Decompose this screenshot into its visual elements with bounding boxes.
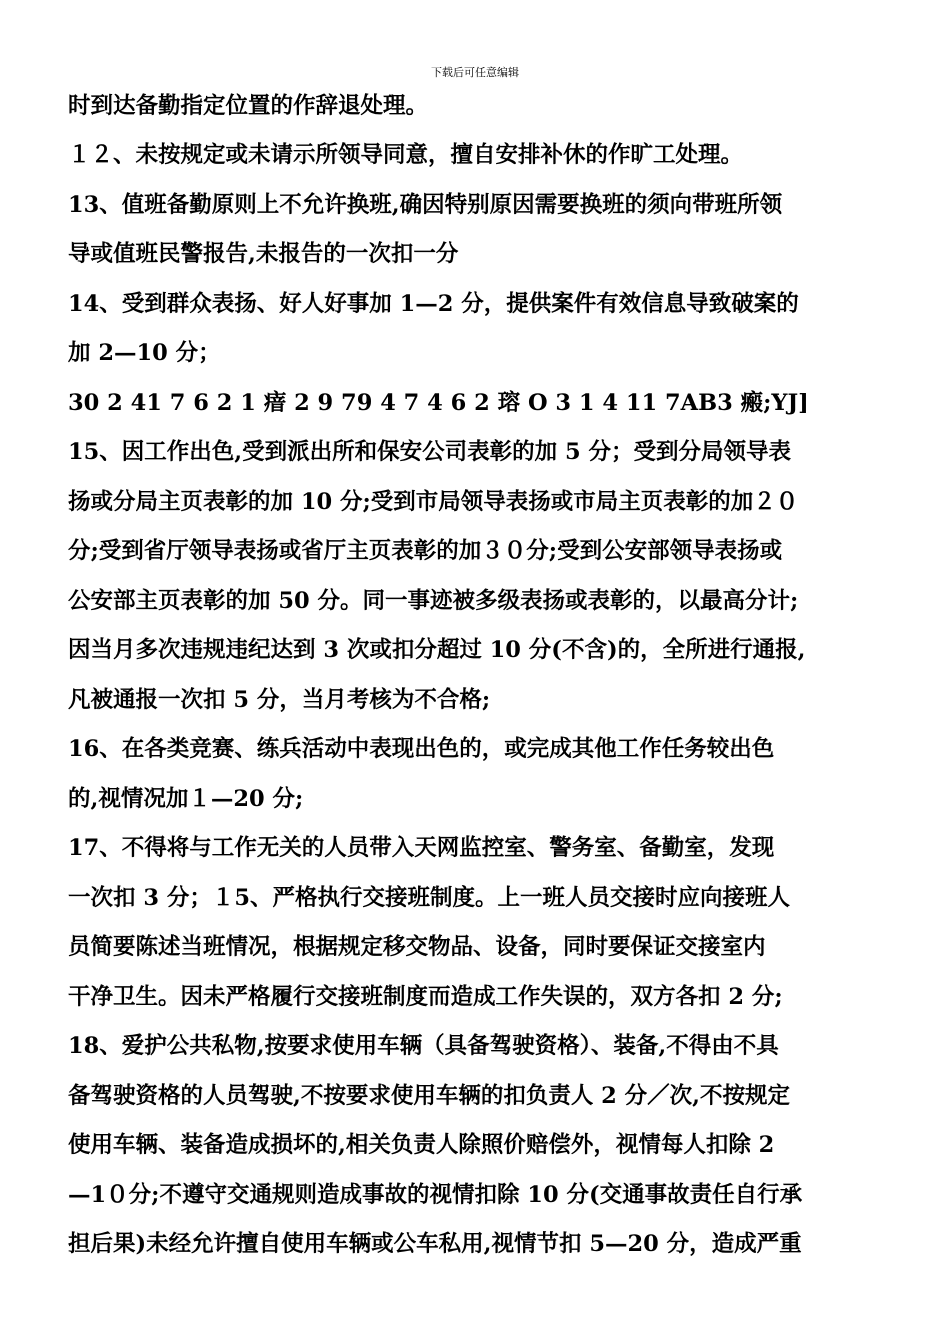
text-line: 13、值班备勤原则上不允许换班,确因特别原因需要换班的须向带班所领 — [68, 192, 783, 218]
text-line: 分;受到省厅领导表扬或省厅主页表彰的加３０分;受到公安部领导表扬或 — [68, 538, 783, 564]
text-line: 17、不得将与工作无关的人员带入天网监控室、警务室、备勤室，发现 — [68, 835, 775, 861]
text-line: 员简要陈述当班情况，根据规定移交物品、设备，同时要保证交接室内 — [68, 934, 766, 960]
text-line: 导或值班民警报告,未报告的一次扣一分 — [68, 241, 459, 267]
text-line: 14、受到群众表扬、好人好事加 1—2 分，提供案件有效信息导致破案的 — [68, 291, 799, 317]
text-line: 的,视情况加１—20 分; — [68, 786, 304, 812]
text-line: 干净卫生。因未严格履行交接班制度而造成工作失误的，双方各扣 2 分; — [68, 984, 783, 1010]
text-line: 15、因工作出色,受到派出所和保安公司表彰的加 5 分；受到分局领导表 — [68, 439, 791, 465]
page-header: 下载后可任意编辑 — [431, 66, 519, 79]
text-line: 18、爱护公共私物,按要求使用车辆（具备驾驶资格）、装备,不得由不具 — [68, 1033, 779, 1059]
text-line: 时到达备勤指定位置的作辞退处理。 — [68, 93, 429, 119]
text-line: １２、未按规定或未请示所领导同意，擅自安排补休的作旷工处理。 — [68, 142, 744, 168]
text-line: 16、在各类竞赛、练兵活动中表现出色的，或完成其他工作任务较出色 — [68, 736, 775, 762]
text-line: 公安部主页表彰的加 50 分。同一事迹被多级表扬或表彰的，以最高分计; — [68, 588, 799, 614]
text-line: 加 2—10 分； — [68, 340, 221, 366]
text-line: 扬或分局主页表彰的加 10 分;受到市局领导表扬或市局主页表彰的加２０ — [68, 489, 799, 515]
text-line: 担后果)未经允许擅自使用车辆或公车私用,视情节扣 5—20 分，造成严重 — [68, 1231, 802, 1257]
text-line: 一次扣 3 分；１5、严格执行交接班制度。上一班人员交接时应向接班人 — [68, 885, 790, 911]
text-line: 30 2 41 7 6 2 1 瘖 2 9 79 4 7 4 6 2 瑢 O 3 1 4 11 7AB3 瘢;YJ] — [68, 390, 809, 416]
text-line: 因当月多次违规违纪达到 3 次或扣分超过 10 分(不含)的，全所进行通报, — [68, 637, 806, 663]
text-line: 使用车辆、装备造成损坏的,相关负责人除照价赔偿外，视情每人扣除 2 — [68, 1132, 775, 1158]
text-line: —1０分;不遵守交通规则造成事故的视情扣除 10 分(交通事故责任自行承 — [68, 1182, 803, 1208]
text-line: 备驾驶资格的人员驾驶,不按要求使用车辆的扣负责人 2 分／次,不按规定 — [68, 1083, 790, 1109]
text-line: 凡被通报一次扣 5 分，当月考核为不合格; — [68, 687, 491, 713]
